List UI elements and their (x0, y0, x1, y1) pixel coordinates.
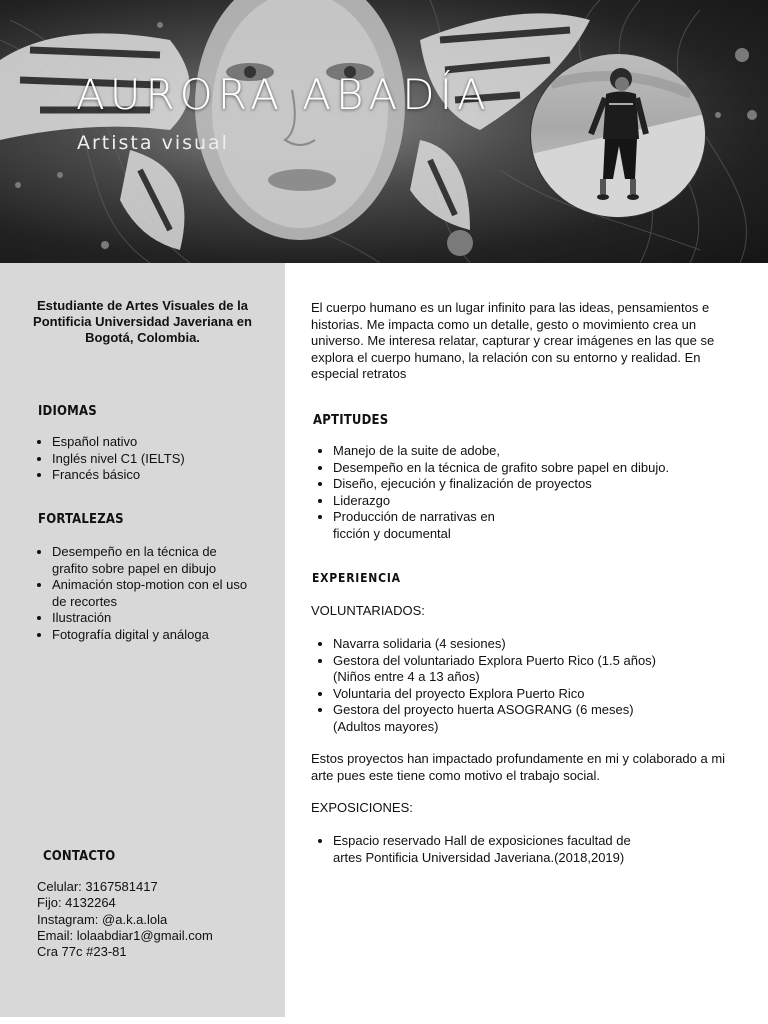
contact-address: Cra 77c #23-81 (37, 944, 127, 960)
list-item: • Diseño, ejecución y finalización de proyectos (333, 476, 733, 493)
job-title: Artista visual (77, 132, 229, 154)
list-item: • Voluntaria del proyecto Explora Puerto Rico (333, 686, 673, 703)
impact-statement: Estos proyectos han impactado profundamente en mi y colaborado a mi arte pues este tiene como motivo el trabajo social. (311, 751, 726, 783)
profile-summary: El cuerpo humano es un lugar infinito para las ideas, pensamientos e historias. Me impacta como un detalle, gesto o movimiento crea un universo. Me interesa relatar, capturar y crear imágenes en las que se explora el cuerpo humano, la relación con su entorno y realidad. En especial retratos (311, 300, 715, 381)
person-photo-illustration (531, 54, 705, 217)
contact-phone: Celular: 3167581417 (37, 879, 158, 894)
list-item: • Fotografía digital y análoga (52, 627, 252, 644)
strengths-list (36, 544, 252, 643)
profile-photo (530, 53, 706, 218)
list-item: • Animación stop-motion con el uso de recortes (52, 577, 252, 610)
header-banner (0, 0, 768, 263)
contact-instagram: Instagram: @a.k.a.lola (37, 911, 168, 927)
list-item: • Liderazgo (333, 493, 733, 510)
list-item: • Producción de narrativas en ficción y documental (333, 509, 513, 542)
contact-email: Email: lolaabdiar1@gmail.com (37, 927, 213, 943)
list-item: • Manejo de la suite de adobe, (333, 443, 733, 460)
strengths-heading: FORTALEZAS (38, 512, 124, 527)
list-item: • Desempeño en la técnica de grafito sobre papel en dibujo (52, 544, 252, 577)
list-item: • Ilustración (52, 610, 252, 627)
list-item: • Español nativo (52, 434, 282, 451)
experience-heading: EXPERIENCIA (312, 571, 401, 585)
volunteer-list (317, 636, 673, 735)
languages-list (36, 434, 282, 484)
list-item: • Gestora del voluntariado Explora Puerto Rico (1.5 años) (Niños entre 4 a 13 años) (333, 653, 673, 686)
languages-heading: IDIOMAS (38, 404, 97, 419)
person-name: AURORA ABADÍA (76, 70, 491, 119)
education-summary: Estudiante de Artes Visuales de la Pontificia Universidad Javeriana en Bogotá, Colombia. (33, 298, 252, 345)
list-item: • Espacio reservado Hall de exposiciones facultad de artes Pontificia Universidad Javeriana.(2018,2019) (333, 833, 633, 866)
list-item: • Gestora del proyecto huerta ASOGRANG (6 meses) (Adultos mayores) (333, 702, 673, 735)
list-item: • Francés básico (52, 467, 282, 484)
contact-info (37, 879, 213, 960)
contact-landline: Fijo: 4132264 (37, 895, 116, 911)
skills-list (317, 443, 733, 542)
volunteer-label: VOLUNTARIADOS: (311, 603, 425, 618)
list-item: • Navarra solidaria (4 sesiones) (333, 636, 673, 653)
list-item: • Inglés nivel C1 (IELTS) (52, 451, 282, 468)
exhibitions-label: EXPOSICIONES: (311, 800, 413, 815)
exhibitions-list (317, 833, 633, 866)
list-item: • Desempeño en la técnica de grafito sobre papel en dibujo. (333, 460, 733, 477)
contact-heading: CONTACTO (43, 849, 116, 864)
skills-heading: APTITUDES (313, 413, 389, 428)
